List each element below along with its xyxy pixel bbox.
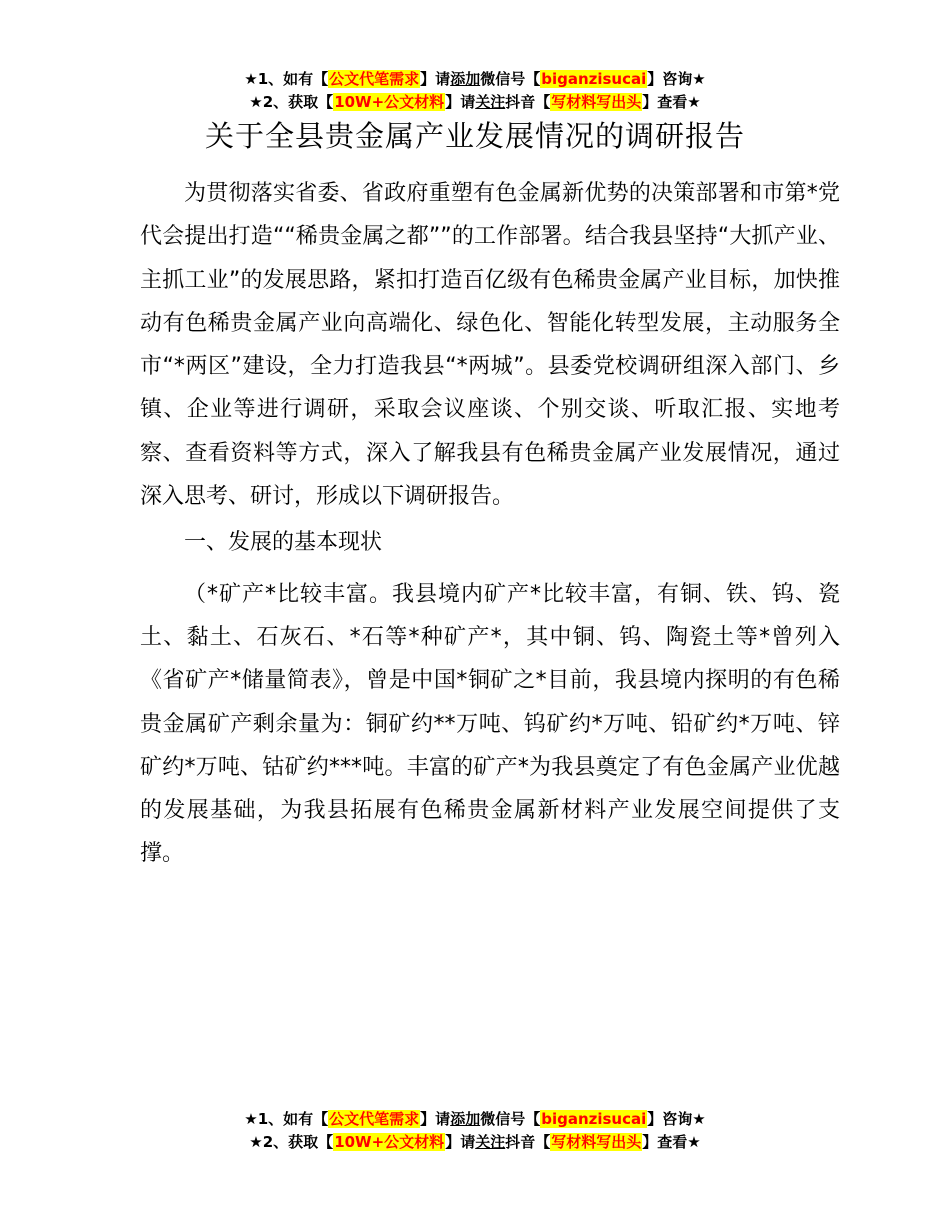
footer-ad-2-douyin-account: 写材料写出头 [551, 1133, 642, 1151]
footer-ad-line-2 [0, 1131, 950, 1153]
header-ad-1-middle: 】请 [420, 70, 451, 88]
header-ad-2-emphasis: 关注 [475, 93, 506, 111]
footer-ad-2-emphasis: 关注 [475, 1133, 506, 1151]
footer-ad-1-middle2: 微信号【 [480, 1110, 541, 1128]
header-ad-1-suffix: 】咨询★ [647, 70, 706, 88]
document-body [140, 172, 840, 876]
header-ad-1-wechat-id: biganzisucai [541, 70, 647, 88]
footer-ad-2-middle: 】请 [445, 1133, 476, 1151]
footer-ad-1-highlight-service: 公文代笔需求 [329, 1110, 420, 1128]
header-ad-1-prefix: ★1、如有【 [244, 70, 329, 88]
header-ad-line-2 [0, 91, 950, 113]
header-ad-1-middle2: 微信号【 [480, 70, 541, 88]
footer-ad-1-emphasis: 添加 [450, 1110, 481, 1128]
header-ad-2-middle: 】请 [445, 93, 476, 111]
section-heading: 一、发展的基本现状 [184, 530, 383, 556]
header-ad-line-1 [0, 68, 950, 90]
footer-ad-2-highlight-materials: 10W+公文材料 [334, 1133, 445, 1151]
footer-ad-1-suffix: 】咨询★ [647, 1110, 706, 1128]
footer-ad-1-middle: 】请 [420, 1110, 451, 1128]
header-ad-1-highlight-service: 公文代笔需求 [329, 70, 420, 88]
section-paragraph: （*矿产*比较丰富。我县境内矿产*比较丰富，有铜、铁、钨、瓷土、黏土、石灰石、*石等*种矿产*，其中铜、钨、陶瓷土等*曾列入《省矿产*储量简表》，曾是中国*铜矿之*目前，我县境内探明的有色稀贵金属矿产剩余量为：铜矿约**万吨、钨矿约*万吨、铅矿约*万吨、锌矿约*万吨、钴矿约***吨。丰富的矿产*为我县奠定了有色金属产业优越的发展基础，为我县拓展有色稀贵金属新材料产业发展空间提供了支撑。 [140, 581, 840, 867]
footer-ad-2-middle2: 抖音【 [505, 1133, 551, 1151]
header-ad-2-prefix: ★2、获取【 [249, 93, 334, 111]
footer-ad-line-1 [0, 1108, 950, 1130]
footer-ad-1-prefix: ★1、如有【 [244, 1110, 329, 1128]
footer-ad-1-wechat-id: biganzisucai [541, 1110, 647, 1128]
header-ad-1-emphasis: 添加 [450, 70, 481, 88]
footer-ad-2-suffix: 】查看★ [642, 1133, 701, 1151]
intro-paragraph: 为贯彻落实省委、省政府重塑有色金属新优势的决策部署和市第*党代会提出打造““稀贵金属之都””的工作部署。结合我县坚持“大抓产业、主抓工业”的发展思路，紧扣打造百亿级有色稀贵金属产业目标，加快推动有色稀贵金属产业向高端化、绿色化、智能化转型发展，主动服务全市“*两区”建设，全力打造我县“*两城”。县委党校调研组深入部门、乡镇、企业等进行调研，采取会议座谈、个别交谈、听取汇报、实地考察、查看资料等方式，深入了解我县有色稀贵金属产业发展情况，通过深入思考、研讨，形成以下调研报告。 [140, 181, 840, 510]
header-ad-2-douyin-account: 写材料写出头 [551, 93, 642, 111]
header-ad-2-suffix: 】查看★ [642, 93, 701, 111]
header-ad-2-middle2: 抖音【 [505, 93, 551, 111]
document-title: 关于全县贵金属产业发展情况的调研报告 [204, 119, 745, 153]
footer-ad-2-prefix: ★2、获取【 [249, 1133, 334, 1151]
header-ad-2-highlight-materials: 10W+公文材料 [334, 93, 445, 111]
